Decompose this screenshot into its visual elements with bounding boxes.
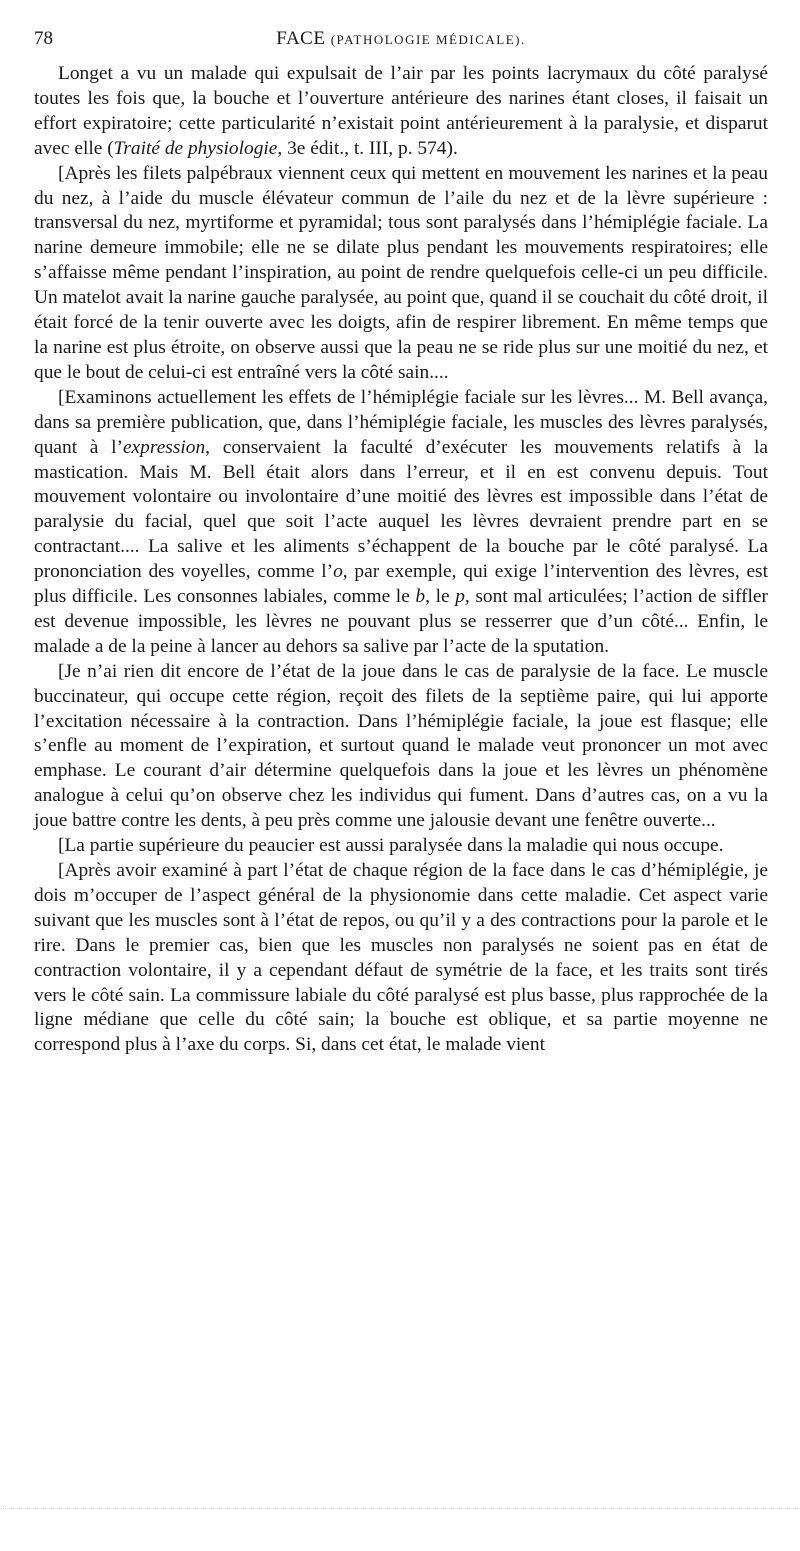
paragraph bbox=[34, 162, 768, 386]
paragraph bbox=[34, 859, 768, 1058]
paragraph-text: , 3e édit., t. III, p. 574). bbox=[277, 137, 458, 159]
paragraph-text: Longet a vu un malade qui expulsait de l’air par les points lacrymaux du côté paralysé toutes les fois que, la bouche et l’ouverture antérieure des narines étant closes, il faisait un effort expiratoire; cette particularité n’existait point antérieurement à la paralysie, et disparut avec elle ( bbox=[34, 63, 768, 159]
italic-term: expression bbox=[122, 436, 206, 458]
italic-letter: b bbox=[415, 586, 426, 608]
paragraph bbox=[34, 386, 768, 660]
scan-speckle-line bbox=[0, 1508, 800, 1513]
paragraph bbox=[34, 834, 768, 859]
page-number: 78 bbox=[34, 28, 53, 49]
paragraph-text: , sont mal articulées; l’action de siffler est devenue impossible, les lèvres ne pouvant plus se resserrer que d’un côté... Enfin, le malade a de la peine à lancer au dehors sa salive par l’acte de la sputation. bbox=[34, 586, 768, 657]
italic-letter: o bbox=[333, 561, 343, 583]
book-page bbox=[34, 28, 768, 1058]
paragraph-text: [La partie supérieure du peaucier est aussi paralysée dans la maladie qui nous occupe. bbox=[58, 835, 724, 857]
running-title-main: FACE bbox=[276, 28, 326, 49]
paragraph-text: , conservaient la faculté d’exécuter les mouvements relatifs à la mastication. Mais M. Bell était alors dans l’erreur, et il en est convenu depuis. Tout mouvement volontaire ou involontaire d’une moitié des lèvres est impossible dans l’état de paralysie du facial, quel que soit l’acte auquel les lèvres devraient prendre part en se contractant.... La salive et les aliments s’échappent de la bouche par le côté paralysé. La prononciation des voyelles, comme l’ bbox=[34, 436, 768, 583]
paragraph-text: [Après avoir examiné à part l’état de chaque région de la face dans le cas d’hémiplégie, je dois m’occuper de l’aspect général de la physionomie dans cette maladie. Cet aspect varie suivant que les muscles sont à l’état de repos, ou qu’il y a des contractions pour la parole et le rire. Dans le premier cas, bien que les muscles non paralysés ne soient pas en état de contraction volontaire, il y a cependant défaut de symétrie de la face, et les traits sont tirés vers le côté sain. La commissure labiale du côté paralysé est plus basse, plus rapprochée de la ligne médiane que celle du côté sain; la bouche est oblique, et sa partie moyenne ne correspond plus à l’axe du corps. Si, dans cet état, le malade vient bbox=[34, 860, 768, 1056]
paragraph-text: [Après les filets palpébraux viennent ceux qui mettent en mouvement les narines et la peau du nez, à l’aide du muscle élévateur commun de l’aile du nez et de la lèvre supérieure : transversal du nez, myrtiforme et pyramidal; tous sont paralysés dans l’hémiplégie faciale. La narine demeure immobile; elle ne se dilate plus pendant les mouvements respiratoires; elle s’affaisse même pendant l’inspiration, au point de rendre quelquefois celle-ci un peu difficile. Un matelot avait la narine gauche paralysée, au point que, quand il se couchait du côté droit, il était forcé de la tenir ouverte avec les doigts, afin de respirer librement. En même temps que la narine est plus étroite, on observe aussi que la peau ne se ride plus sur une moitié du nez, et que le bout de celui-ci est entraîné vers la côté sain.... bbox=[34, 162, 768, 383]
paragraph-text: , le bbox=[425, 586, 456, 608]
running-title bbox=[34, 28, 768, 50]
paragraph-text: [Je n’ai rien dit encore de l’état de la joue dans le cas de paralysie de la face. Le muscle buccinateur, qui occupe cette région, reçoit des filets de la septième paire, qui lui apporte l’excitation nécessaire à la contraction. Dans l’hémiplégie faciale, la joue est flasque; elle s’enfle au moment de l’expiration, et surtout quand le malade veut prononcer un mot avec emphase. Le courant d’air détermine quelquefois dans la joue et les lèvres un phénomène analogue à celui qu’on observe chez les individus qui fument. Dans d’autres cas, on a vu la joue battre contre les dents, à peu près comme une jalousie devant une fenêtre ouverte... bbox=[34, 660, 768, 832]
book-title-citation: Traité de physiologie bbox=[113, 137, 278, 159]
paragraph bbox=[34, 62, 768, 162]
page-header bbox=[34, 28, 768, 56]
paragraph bbox=[34, 660, 768, 834]
paragraph-text: , par exemple, qui exige l’intervention des lèvres, est plus difficile. Les consonnes labiales, comme le bbox=[34, 561, 768, 608]
italic-letter: p bbox=[455, 586, 465, 608]
running-title-sub: (PATHOLOGIE MÉDICALE). bbox=[330, 32, 526, 47]
body-text bbox=[34, 62, 768, 1058]
paragraph-text: [Examinons actuellement les effets de l’hémiplégie faciale sur les lèvres... M. Bell avança, dans sa première publication, que, dans l’hémiplégie faciale, les muscles des lèvres paralysés, quant à l’ bbox=[34, 386, 768, 458]
